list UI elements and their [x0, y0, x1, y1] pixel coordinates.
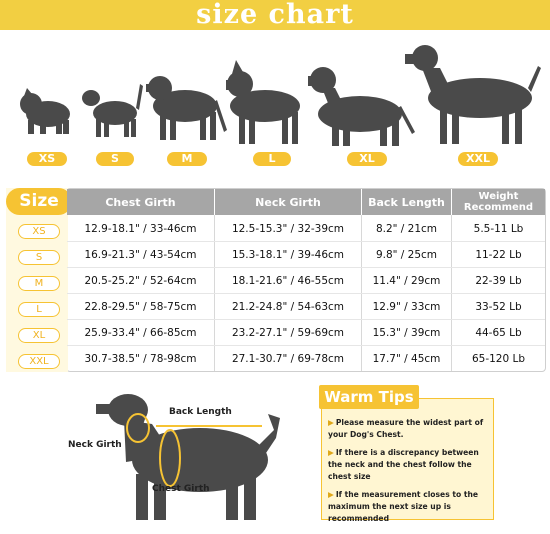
table-cell-chest: 22.8-29.5" / 58-75cm — [84, 301, 197, 313]
page-title: size chart — [196, 0, 354, 30]
bullet-icon: ▶ — [328, 448, 334, 457]
table-cell-back: 11.4" / 29cm — [372, 275, 441, 287]
dog-size-pill-xl: XL — [347, 152, 387, 166]
dog-size-pill-l: L — [253, 152, 291, 166]
table-cell-neck: 23.2-27.1" / 59-69cm — [231, 327, 345, 339]
dog-size-pill-xxl: XXL — [458, 152, 498, 166]
table-cell-chest: 12.9-18.1" / 33-46cm — [84, 223, 197, 235]
table-cell-neck: 21.2-24.8" / 54-63cm — [231, 301, 345, 313]
dog-l-icon — [226, 60, 300, 144]
row-divider — [67, 241, 545, 242]
table-cell-chest: 16.9-21.3" / 43-54cm — [84, 249, 197, 261]
table-cell-back: 9.8" / 25cm — [375, 249, 438, 261]
row-divider — [67, 267, 545, 268]
table-cell-back: 12.9" / 33cm — [372, 301, 441, 313]
table-row-size: L — [18, 302, 60, 317]
tip-item: ▶ If the measurement closes to the maximum the next size up is recommended — [328, 490, 479, 523]
header-banner — [0, 0, 550, 30]
dog-silhouettes — [0, 36, 550, 146]
table-cell-neck: 18.1-21.6" / 46-55cm — [231, 275, 345, 287]
table-cell-weight: 65-120 Lb — [471, 353, 526, 365]
dog-xxl-icon — [405, 45, 541, 144]
table-cell-back: 15.3" / 39cm — [372, 327, 441, 339]
dog-m-icon — [146, 76, 227, 140]
bullet-icon: ▶ — [328, 418, 334, 427]
dog-size-pill-s: S — [96, 152, 134, 166]
row-divider — [67, 345, 545, 346]
col-header-neck-girth: Neck Girth — [215, 189, 361, 215]
table-cell-chest: 20.5-25.2" / 52-64cm — [84, 275, 197, 287]
row-divider — [67, 319, 545, 320]
size-table — [6, 188, 546, 372]
table-cell-chest: 25.9-33.4" / 66-85cm — [84, 327, 197, 339]
tip-item: ▶ If there is a discrepancy between the neck and the chest follow the chest size — [328, 448, 479, 481]
row-divider — [67, 293, 545, 294]
table-cell-back: 17.7" / 45cm — [372, 353, 441, 365]
table-cell-neck: 27.1-30.7" / 69-78cm — [231, 353, 345, 365]
bullet-icon: ▶ — [328, 490, 334, 499]
table-row-size: S — [18, 250, 60, 265]
table-cell-chest: 30.7-38.5" / 78-98cm — [84, 353, 197, 365]
measurement-diagram — [60, 390, 320, 530]
dog-xs-icon — [20, 88, 70, 134]
table-row-size: M — [18, 276, 60, 291]
table-cell-weight: 22-39 Lb — [475, 275, 522, 287]
dog-size-pill-m: M — [167, 152, 207, 166]
tip-item: ▶ Please measure the widest part of your Dog's Chest. — [328, 418, 484, 439]
col-header-back-length: Back Length — [362, 189, 451, 215]
table-row-size: XXL — [18, 354, 60, 369]
dog-size-pill-xs: XS — [27, 152, 67, 166]
back-length-label: Back Length — [169, 407, 232, 417]
table-cell-neck: 12.5-15.3" / 32-39cm — [231, 223, 345, 235]
table-row-size: XL — [18, 328, 60, 343]
table-cell-weight: 44-65 Lb — [475, 327, 522, 339]
size-column-header: Size — [6, 188, 72, 215]
warm-tips-title: Warm Tips — [319, 385, 419, 409]
dog-s-icon — [82, 84, 143, 137]
col-header-chest-girth: Chest Girth — [67, 189, 214, 215]
table-cell-weight: 5.5-11 Lb — [473, 223, 524, 235]
table-cell-back: 8.2" / 21cm — [375, 223, 438, 235]
dog-xl-icon — [308, 67, 415, 146]
warm-tips-box — [321, 398, 494, 523]
table-cell-weight: 11-22 Lb — [475, 249, 522, 261]
table-cell-neck: 15.3-18.1" / 39-46cm — [231, 249, 345, 261]
dog-size-row — [0, 36, 550, 146]
chest-girth-label: Chest Girth — [152, 484, 210, 494]
table-cell-weight: 33-52 Lb — [475, 301, 522, 313]
neck-girth-label: Neck Girth — [68, 440, 122, 450]
table-row-size: XS — [18, 224, 60, 239]
col-header-weight: Weight Recommend — [452, 189, 545, 215]
